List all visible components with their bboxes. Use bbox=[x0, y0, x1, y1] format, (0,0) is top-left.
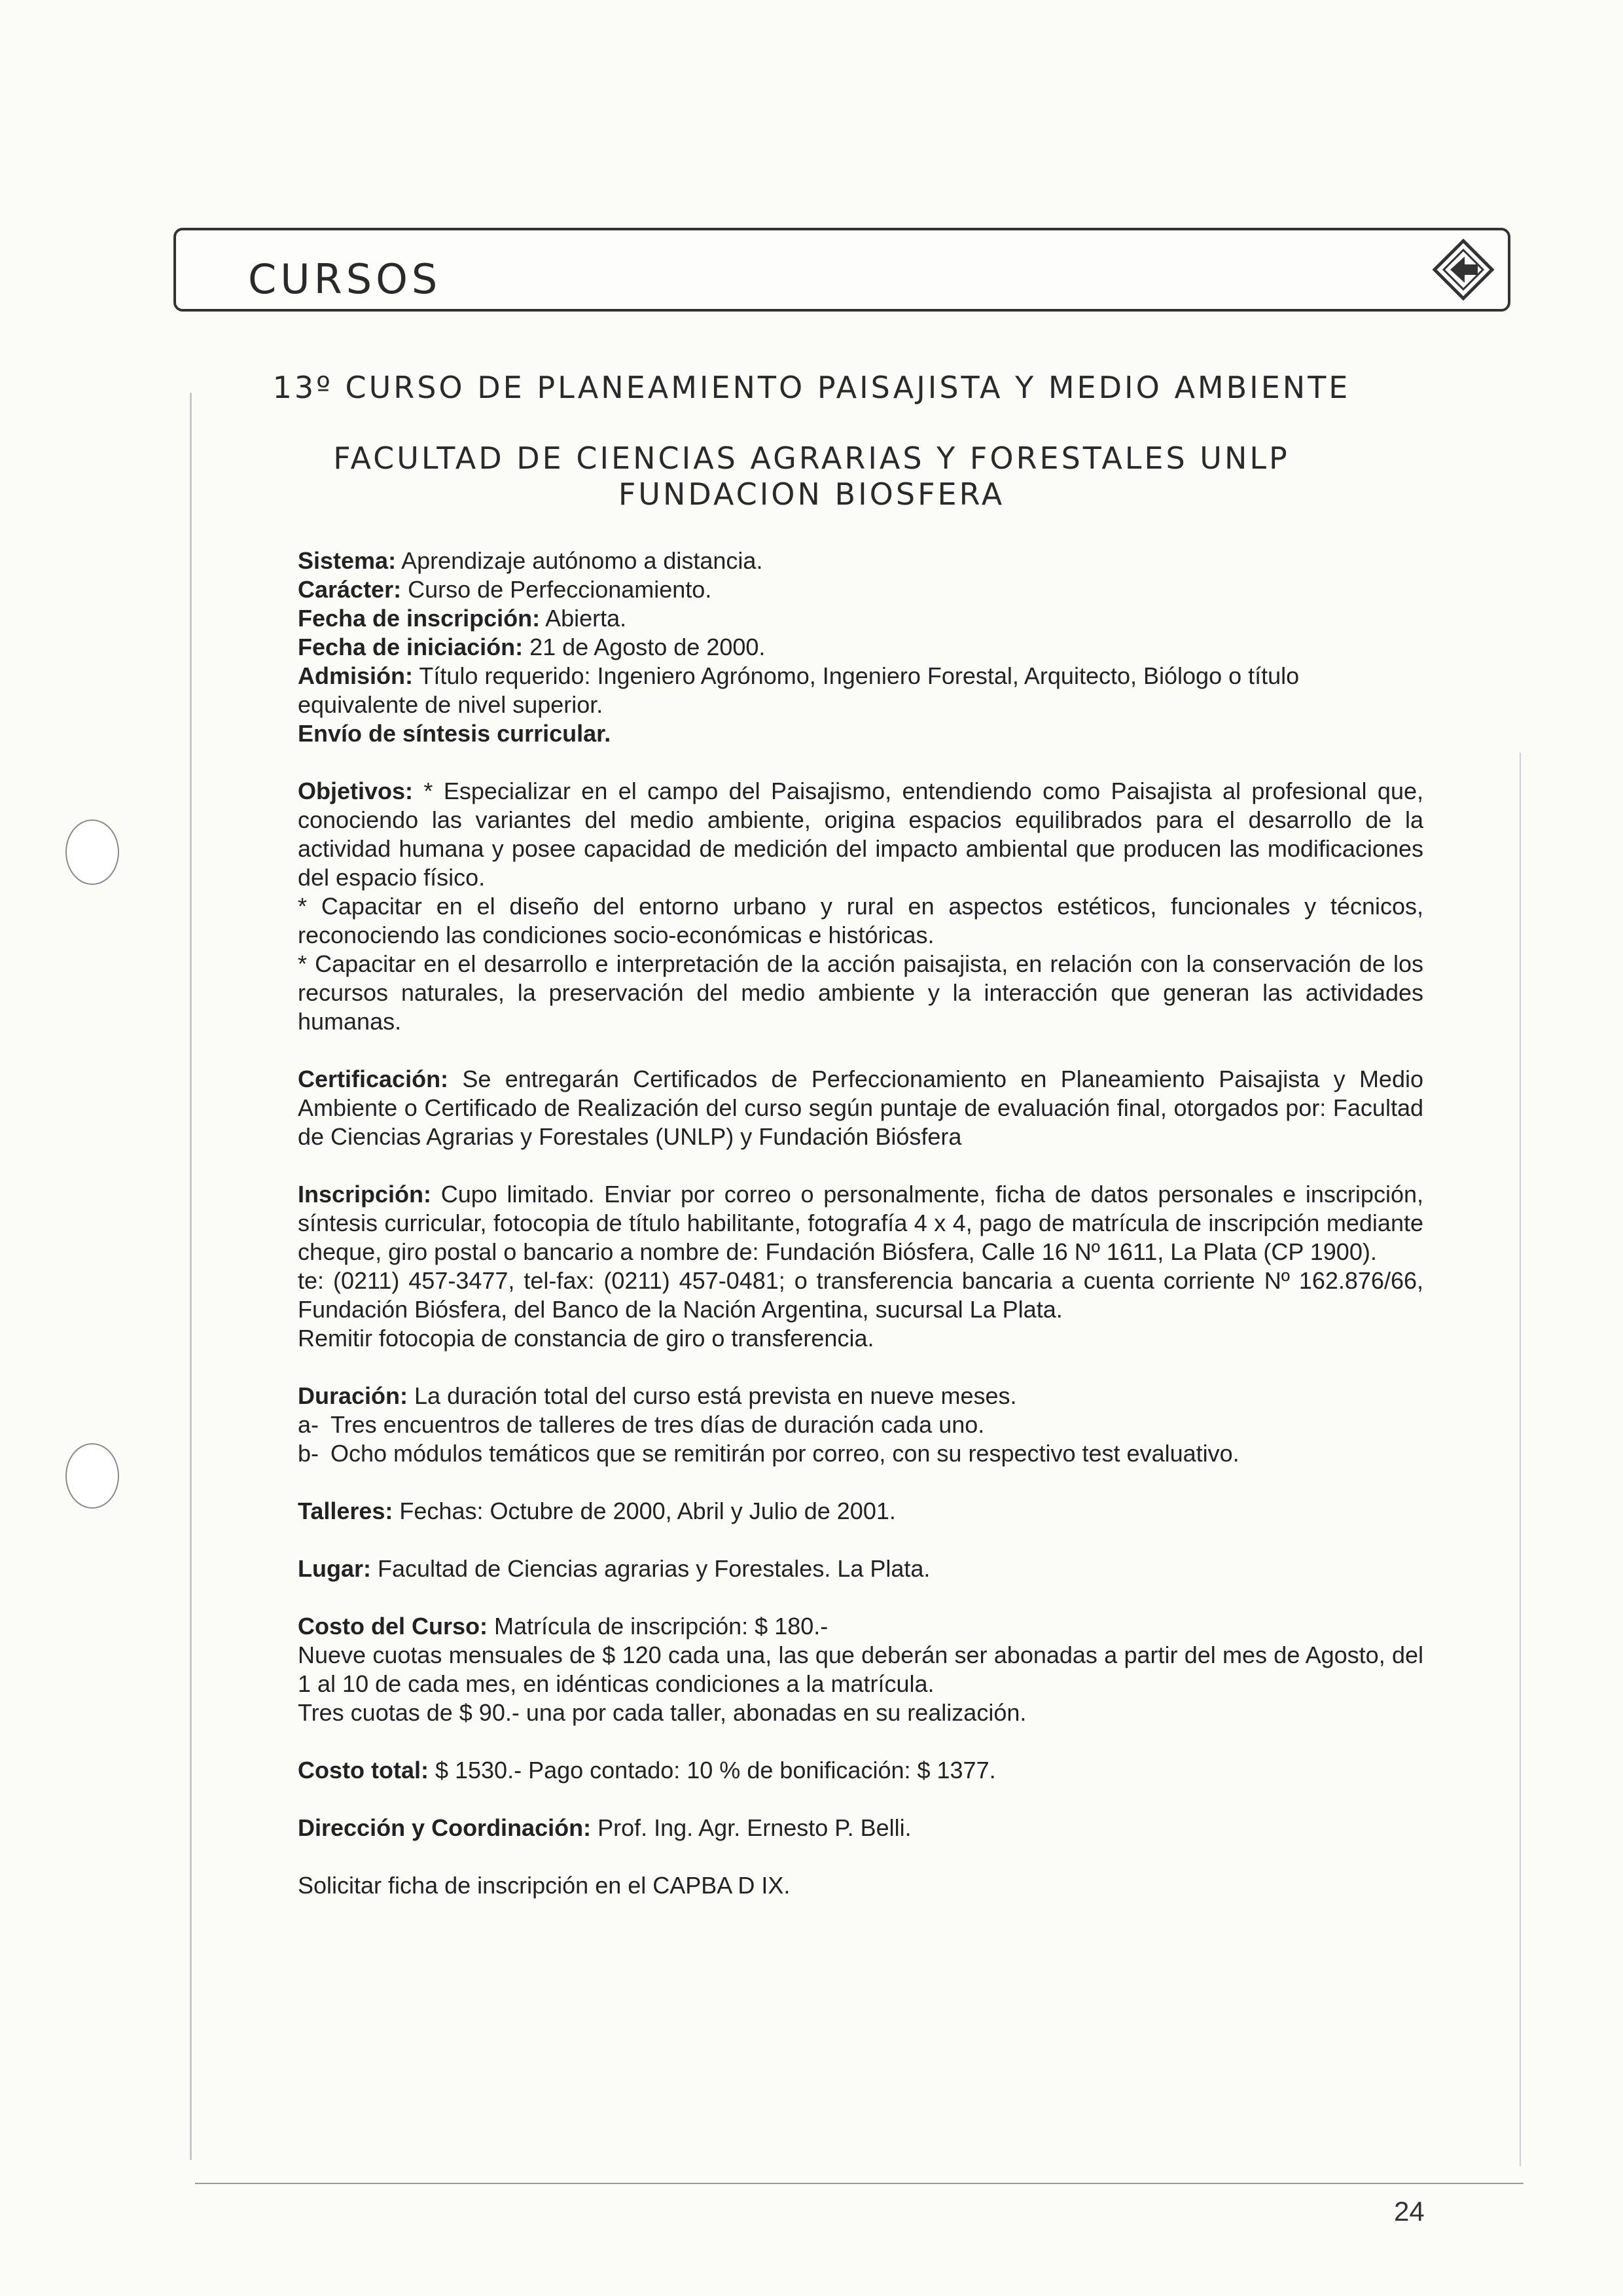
fecha-inscripcion-line: Fecha de inscripción: Abierta. bbox=[298, 605, 627, 632]
duracion-section: Duración: La duración total del curso está prevista en nueve meses. a- Tres encuentros de talleres de tres días de duración cada uno. b- Ocho módulos temáticos que se remitirán por correo, con su respectivo test evaluativo. bbox=[298, 1382, 1423, 1468]
foundation-title: FUNDACION BIOSFERA bbox=[618, 476, 1005, 512]
list-item: a- Tres encuentros de talleres de tres días de duración cada uno. bbox=[298, 1411, 985, 1438]
frame-right-line bbox=[1520, 753, 1521, 2166]
course-title: 13º CURSO DE PLANEAMIENTO PAISAJISTA Y MEDIO AMBIENTE bbox=[272, 370, 1351, 405]
caracter-line: Carácter: Curso de Perfeccionamiento. bbox=[298, 576, 712, 603]
page-number: 24 bbox=[1394, 2196, 1425, 2227]
admision-line: Admisión: Título requerido: Ingeniero Agrónomo, Ingeniero Forestal, Arquitecto, Biólogo o título equivalente de nivel superior. bbox=[298, 662, 1300, 718]
sistema-line: Sistema: Aprendizaje autónomo a distancia. bbox=[298, 547, 763, 574]
course-details bbox=[298, 547, 1423, 1900]
fecha-iniciacion-line: Fecha de iniciación: 21 de Agosto de 2000. bbox=[298, 634, 766, 660]
talleres-section: Talleres: Fechas: Octubre de 2000, Abril y Julio de 2001. bbox=[298, 1498, 896, 1524]
list-item: b- Ocho módulos temáticos que se remitirán por correo, con su respectivo test evaluativo. bbox=[298, 1440, 1240, 1467]
inscripcion-section: Inscripción: Cupo limitado. Enviar por correo o personalmente, ficha de datos personales e inscripción, síntesis curricular, fotocopia de título habilitante, fotografía 4 x 4, pago de matrícula de inscripción mediante cheque, giro postal o bancario a nombre de: Fundación Biósfera, Calle 16 Nº 1611, La Plata (CP 1900). te: (0211) 457-3477, tel-fax: (0211) 457-0481; o transferencia bancaria a cuenta corriente Nº 162.876/66, Fundación Biósfera, del Banco de la Nación Argentina, sucursal La Plata. Remitir fotocopia de constancia de giro o transferencia. bbox=[298, 1181, 1423, 1352]
lugar-section: Lugar: Facultad de Ciencias agrarias y Forestales. La Plata. bbox=[298, 1555, 931, 1582]
punch-hole-bottom bbox=[65, 1443, 119, 1509]
objetivo-2: * Capacitar en el diseño del entorno urbano y rural en aspectos estéticos, funcionales y técnicos, reconociendo las condiciones socio-económicas e históricas. bbox=[298, 893, 1423, 948]
objetivo-3: * Capacitar en el desarrollo e interpretación de la acción paisajista, en relación con la conservación de los recursos naturales, la preservación del medio ambiente y la interacción que generan las actividades humanas. bbox=[298, 950, 1423, 1035]
costo-total-section: Costo total: $ 1530.- Pago contado: 10 % de bonificación: $ 1377. bbox=[298, 1757, 996, 1784]
diamond-arrow-logo-icon bbox=[1431, 237, 1496, 302]
certificacion-section: Certificación: Se entregarán Certificados de Perfeccionamiento en Planeamiento Paisajista y Medio Ambiente o Certificado de Realización del curso según puntaje de evaluación final, otorgados por: Facultad de Ciencias Agrarias y Forestales (UNLP) y Fundación Biósfera bbox=[298, 1066, 1423, 1150]
section-title: CURSOS bbox=[248, 255, 442, 303]
faculty-title: FACULTAD DE CIENCIAS AGRARIAS Y FORESTALES UNLP bbox=[333, 440, 1290, 476]
costo-curso-section: Costo del Curso: Matrícula de inscripción: $ 180.- Nueve cuotas mensuales de $ 120 cada una, las que deberán ser abonadas a partir del mes de Agosto, del 1 al 10 de cada mes, en idénticas condiciones a la matrícula. Tres cuotas de $ 90.- una por cada taller, abonadas en su realización. bbox=[298, 1613, 1423, 1726]
remitir-line: Remitir fotocopia de constancia de giro o transferencia. bbox=[298, 1325, 874, 1352]
taller-cuotas-line: Tres cuotas de $ 90.- una por cada taller, abonadas en su realización. bbox=[298, 1699, 1027, 1726]
envio-line: Envío de síntesis curricular. bbox=[298, 720, 611, 747]
section-header bbox=[173, 228, 1510, 312]
cuotas-line: Nueve cuotas mensuales de $ 120 cada una, las que deberán ser abonadas a partir del mes de Agosto, del 1 al 10 de cada mes, en idénticas condiciones a la matrícula. bbox=[298, 1641, 1423, 1697]
frame-bottom-line bbox=[195, 2183, 1524, 2184]
objetivos-label: Objetivos: bbox=[298, 778, 414, 804]
direccion-section: Dirección y Coordinación: Prof. Ing. Agr. Ernesto P. Belli. bbox=[298, 1814, 912, 1841]
punch-hole-top bbox=[65, 819, 119, 885]
contact-line: te: (0211) 457-3477, tel-fax: (0211) 457-0481; o transferencia bancaria a cuenta corriente Nº 162.876/66, Fundación Biósfera, del Banco de la Nación Argentina, sucursal La Plata. bbox=[298, 1267, 1423, 1323]
objetivo-1: * Especializar en el campo del Paisajismo, entendiendo como Paisajista al profesional que, conociendo las variantes del medio ambiente, origina espacios equilibrados para el desarrollo de la actividad humana y posee capacidad de medición del impacto ambiental que producen las modificaciones del espacio físico. bbox=[298, 778, 1423, 891]
solicitar-section: Solicitar ficha de inscripción en el CAPBA D IX. bbox=[298, 1872, 791, 1899]
frame-left-line bbox=[190, 393, 192, 2160]
objetivos-section bbox=[298, 777, 1423, 1036]
